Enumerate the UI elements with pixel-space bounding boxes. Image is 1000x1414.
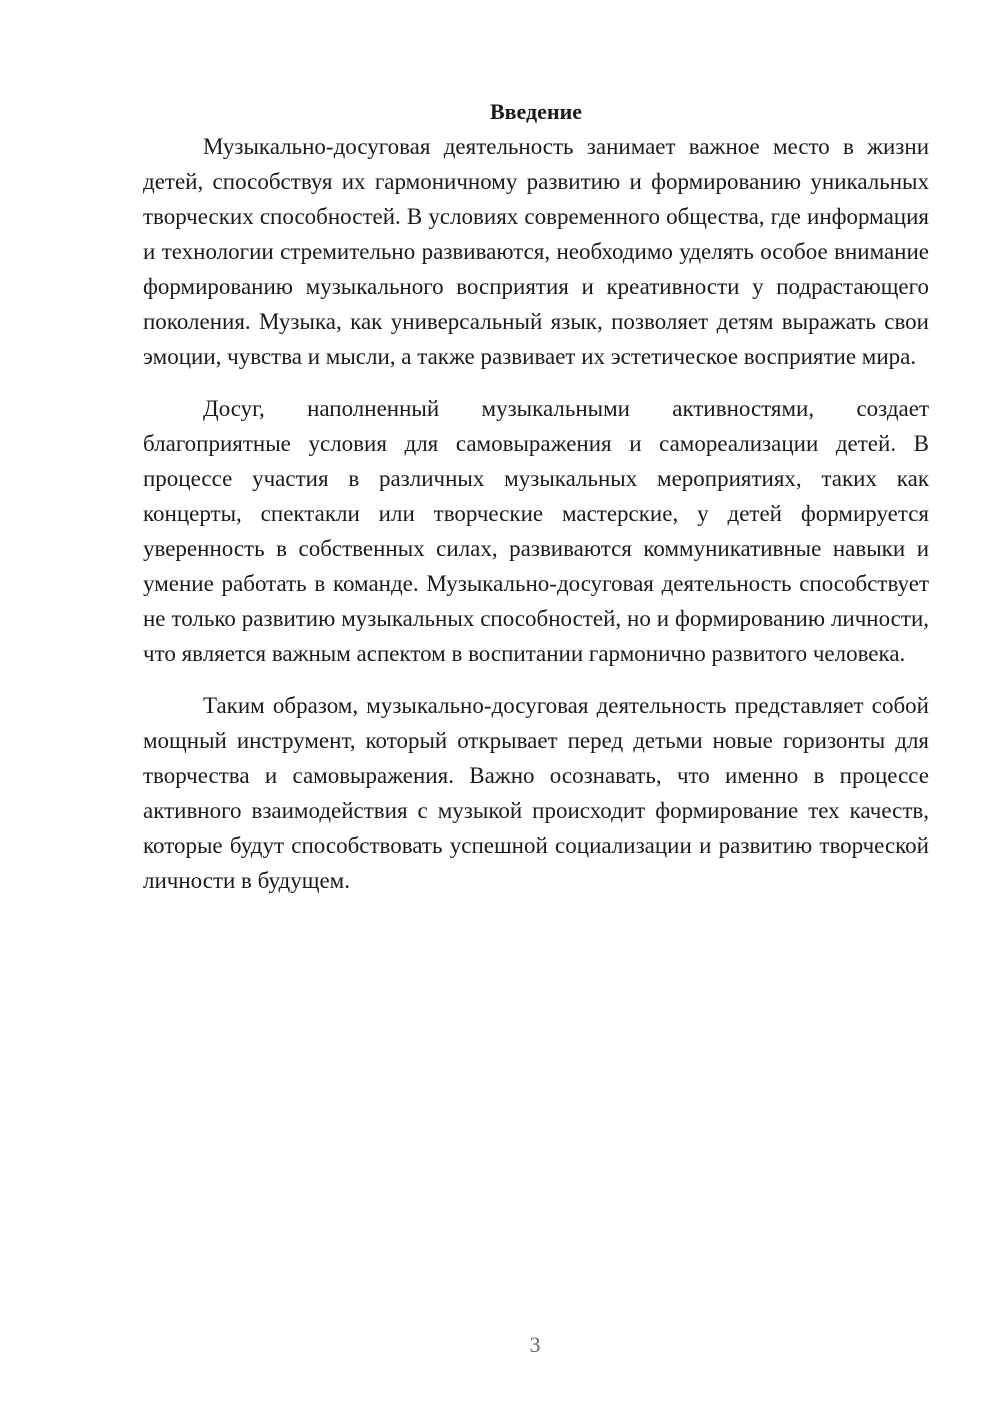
section-heading: Введение — [489, 99, 583, 124]
page-number: 3 — [529, 1332, 541, 1357]
paragraph-3: Таким образом, музыкально-досуговая деятельность представляет собой мощный инструмент, который открывает перед детьми новые горизонты для творчества и самовыражения. Важно осознавать, что именно в процессе активного взаимодействия с музыкой происходит формирование тех качеств, которые будут способствовать успешной социализации и развитию творческой личности в будущем. — [143, 693, 929, 893]
page-content — [143, 94, 929, 915]
paragraph-1: Музыкально-досуговая деятельность занимает важное место в жизни детей, способствуя их гармоничному развитию и формированию уникальных творческих способностей. В условиях современного общества, где информация и технологии стремительно развиваются, необходимо уделять особое внимание формированию музыкального восприятия и креативности у подрастающего поколения. Музыка, как универсальный язык, позволяет детям выражать свои эмоции, чувства и мысли, а также развивает их эстетическое восприятие мира. — [143, 134, 929, 369]
paragraph-2: Досуг, наполненный музыкальными активностями, создает благоприятные условия для самовыражения и самореализации детей. В процессе участия в различных музыкальных мероприятиях, таких как концерты, спектакли или творческие мастерские, у детей формируется уверенность в собственных силах, развиваются коммуникативные навыки и умение работать в команде. Музыкально-досуговая деятельность способствует не только развитию музыкальных способностей, но и формированию личности, что является важным аспектом в воспитании гармонично развитого человека. — [143, 396, 929, 666]
